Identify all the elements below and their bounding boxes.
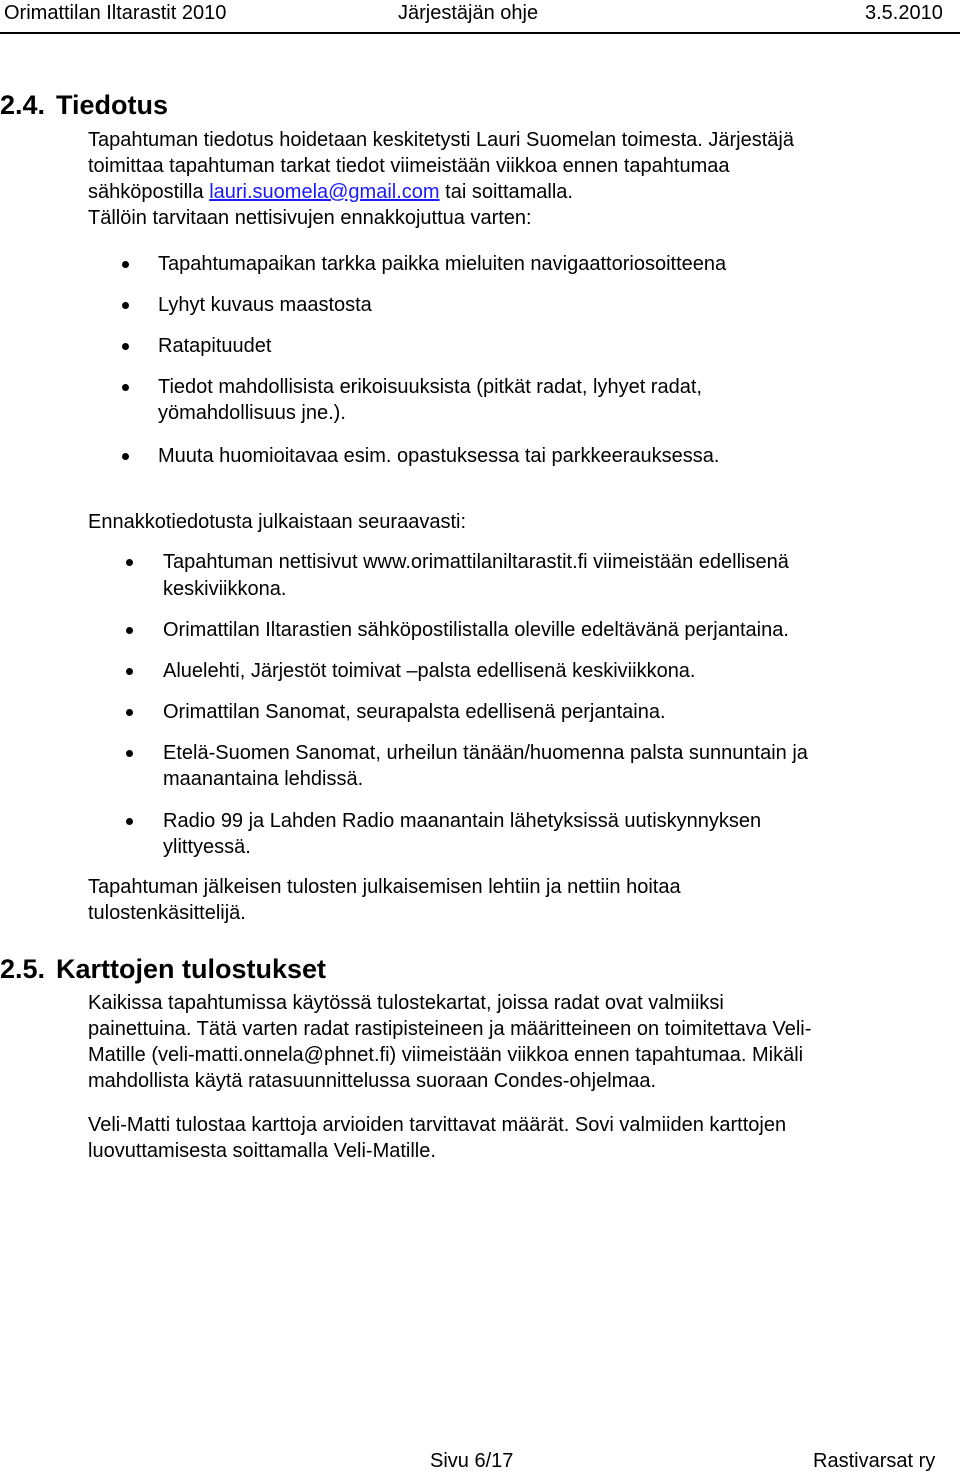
list-item-text: Tiedot mahdollisista erikoisuuksista (pitkät radat, lyhyet radat, bbox=[158, 376, 702, 398]
bullet-icon bbox=[126, 668, 133, 675]
bullet-icon bbox=[126, 559, 133, 566]
bullet-icon bbox=[122, 343, 129, 350]
page-header bbox=[0, 0, 960, 34]
section-title: Tiedotus bbox=[56, 90, 169, 120]
page-footer bbox=[0, 1448, 960, 1478]
paragraph-line: tulostenkäsittelijä. bbox=[88, 902, 246, 924]
list-item-continuation bbox=[163, 766, 363, 792]
intro-line: Tällöin tarvitaan nettisivujen ennakkojuttua varten: bbox=[88, 207, 532, 229]
section-title: Karttojen tulostukset bbox=[56, 954, 327, 984]
list-item-text: Orimattilan Iltarastien sähköpostilistalla oleville edeltävänä perjantaina. bbox=[163, 619, 789, 641]
intro-line: toimittaa tapahtuman tarkat tiedot viimeistään viikkoa ennen tapahtumaa bbox=[88, 155, 730, 177]
paragraph-line: Kaikissa tapahtumissa käytössä tulostekartat, joissa radat ovat valmiiksi bbox=[88, 992, 724, 1014]
bullet-icon bbox=[126, 750, 133, 757]
maps-paragraph-2 bbox=[88, 1112, 956, 1164]
header-date: 3.5.2010 bbox=[865, 2, 943, 24]
bullet-icon bbox=[126, 709, 133, 716]
list-item-text: Ratapituudet bbox=[158, 335, 272, 357]
list-item-text: ylittyessä. bbox=[163, 836, 251, 858]
page-number: Sivu 6/17 bbox=[430, 1450, 514, 1472]
list-item-text: Orimattilan Sanomat, seurapalsta edellisenä perjantaina. bbox=[163, 701, 666, 723]
footer-organization: Rastivarsat ry bbox=[813, 1450, 936, 1472]
list-item-text: yömahdollisuus jne.). bbox=[158, 402, 346, 424]
header-divider bbox=[0, 32, 960, 34]
bullet-icon bbox=[126, 818, 133, 825]
list-item-text: Radio 99 ja Lahden Radio maanantain lähetyksissä uutiskynnyksen bbox=[163, 810, 762, 832]
paragraph-line: mahdollista käytä ratasuunnittelussa suoraan Condes-ohjelmaa. bbox=[88, 1070, 657, 1092]
section-heading-tiedotus bbox=[0, 89, 168, 121]
header-section-title: Järjestäjän ohje bbox=[398, 2, 539, 24]
list-item-continuation bbox=[158, 400, 346, 426]
paragraph-line: Matille (veli-matti.onnela@phnet.fi) viimeistään viikkoa ennen tapahtumaa. Mikäli bbox=[88, 1044, 804, 1066]
list-item-text: Etelä-Suomen Sanomat, urheilun tänään/huomenna palsta sunnuntain ja bbox=[163, 742, 808, 764]
intro-line: tai soittamalla. bbox=[439, 181, 573, 203]
paragraph-line: painettuina. Tätä varten radat rastipisteineen ja määritteineen on toimitettava Veli- bbox=[88, 1018, 812, 1040]
list-item-continuation bbox=[163, 576, 286, 602]
list-item-text: Aluelehti, Järjestöt toimivat –palsta edellisenä keskiviikkona. bbox=[163, 660, 696, 682]
section-number: 2.5. bbox=[0, 954, 46, 984]
paragraph-line: Tapahtuman jälkeisen tulosten julkaisemisen lehtiin ja nettiin hoitaa bbox=[88, 876, 681, 898]
maps-paragraph-1 bbox=[88, 990, 956, 1094]
email-link[interactable]: lauri.suomela@gmail.com bbox=[209, 181, 440, 203]
intro-paragraph bbox=[88, 127, 956, 231]
bullet-icon bbox=[122, 384, 129, 391]
header-document-title: Orimattilan Iltarastit 2010 bbox=[4, 2, 227, 24]
list-item-text: Tapahtuman nettisivut www.orimattilaniltarastit.fi viimeistään edellisenä bbox=[163, 551, 789, 573]
section-heading-karttojen-tulostukset bbox=[0, 953, 326, 985]
paragraph-line: luovuttamisesta soittamalla Veli-Matille. bbox=[88, 1140, 436, 1162]
paragraph-line: Veli-Matti tulostaa karttoja arvioiden tarvittavat määrät. Sovi valmiiden karttojen bbox=[88, 1114, 787, 1136]
intro-line: sähköpostilla bbox=[88, 181, 210, 203]
list-item-text: maanantaina lehdissä. bbox=[163, 768, 364, 790]
bullet-icon bbox=[122, 453, 129, 460]
bullet-icon bbox=[122, 261, 129, 268]
results-paragraph bbox=[88, 874, 956, 926]
section-number: 2.4. bbox=[0, 90, 46, 120]
list-item-text: Lyhyt kuvaus maastosta bbox=[158, 294, 372, 316]
bullet-icon bbox=[122, 302, 129, 309]
list-item-text: Muuta huomioitavaa esim. opastuksessa tai parkkeerauksessa. bbox=[158, 445, 720, 467]
list-item-continuation bbox=[163, 834, 251, 860]
list-item-text: Tapahtumapaikan tarkka paikka mieluiten navigaattoriosoitteena bbox=[158, 253, 727, 275]
list-item-text: keskiviikkona. bbox=[163, 578, 287, 600]
publish-intro: Ennakkotiedotusta julkaistaan seuraavasti: bbox=[88, 511, 467, 533]
bullet-icon bbox=[126, 627, 133, 634]
intro-line: Tapahtuman tiedotus hoidetaan keskitetysti Lauri Suomelan toimesta. Järjestäjä bbox=[88, 129, 794, 151]
